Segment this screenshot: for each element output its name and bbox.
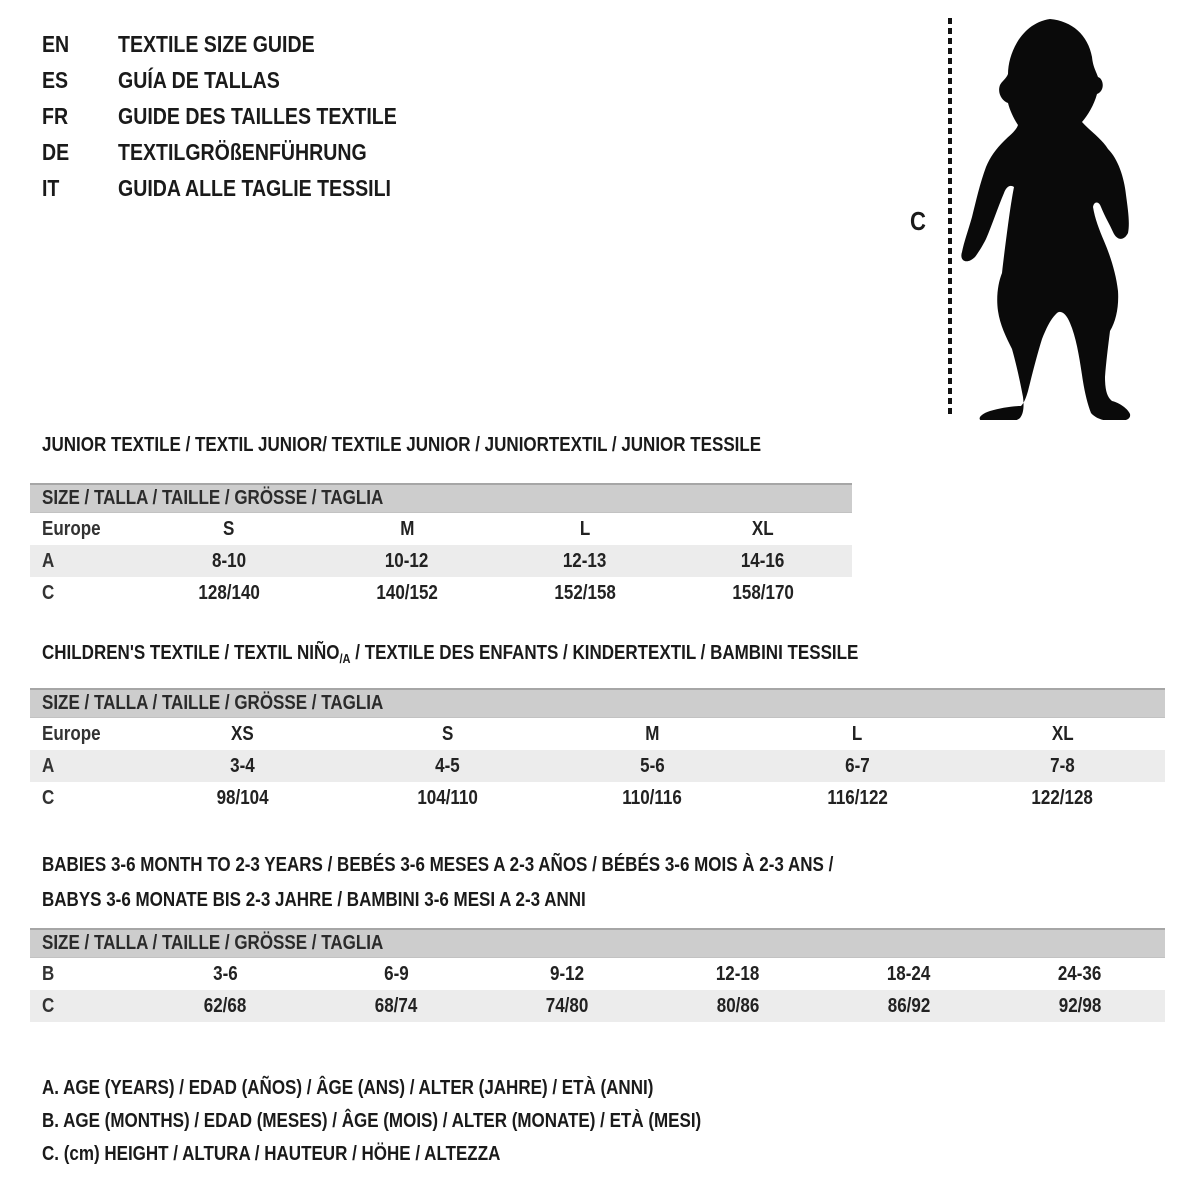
table-row <box>30 782 1165 814</box>
table-cell <box>496 577 674 609</box>
cell-text: 92/98 <box>1058 995 1101 1017</box>
table-row <box>30 990 1165 1022</box>
babies-title-line2-text: BABYS 3-6 MONATE BIS 2-3 JAHRE / BAMBINI 3-6 MESI A 2-3 ANNI <box>42 889 586 911</box>
row-label <box>30 545 140 577</box>
row-label-text: C <box>42 582 55 604</box>
table-cell <box>140 958 311 990</box>
table-cell <box>482 958 653 990</box>
table-cell <box>140 990 311 1022</box>
cell-text: 80/86 <box>716 995 760 1017</box>
cell-text: 98/104 <box>216 787 269 809</box>
table-cell <box>823 958 994 990</box>
table-cell <box>960 782 1165 814</box>
cell-text: 14-16 <box>741 550 785 572</box>
table-cell <box>755 782 960 814</box>
cell-text: 158/170 <box>732 582 794 604</box>
table-cell <box>140 782 345 814</box>
lang-title <box>118 98 446 134</box>
lang-title <box>118 62 308 98</box>
row-label-text: Europe <box>42 723 101 745</box>
row-label <box>30 958 140 990</box>
lang-title-text: GUIDA ALLE TAGLIE TESSILI <box>118 175 391 201</box>
cell-text: XS <box>231 723 254 745</box>
babies-title-line1 <box>42 848 973 883</box>
lang-code <box>42 62 118 98</box>
junior-size-table <box>30 483 852 609</box>
table-row <box>30 513 852 545</box>
table-cell <box>960 718 1165 750</box>
children-size-header-text: SIZE / TALLA / TAILLE / GRÖSSE / TAGLIA <box>42 692 384 714</box>
row-label-text: A <box>42 755 55 777</box>
cell-text: 9-12 <box>550 963 585 985</box>
lang-code <box>42 170 118 206</box>
cell-text: 122/128 <box>1031 787 1094 809</box>
lang-title-text: GUÍA DE TALLAS <box>118 67 280 93</box>
cell-text: 8-10 <box>211 550 247 572</box>
table-cell <box>674 545 852 577</box>
babies-title-line1-text: BABIES 3-6 MONTH TO 2-3 YEARS / BEBÉS 3-6 MESES A 2-3 AÑOS / BÉBÉS 3-6 MOIS À 2-3 ANS / <box>42 854 834 876</box>
table-cell <box>550 718 755 750</box>
babies-size-header-text: SIZE / TALLA / TAILLE / GRÖSSE / TAGLIA <box>42 932 384 954</box>
height-figure <box>900 0 1160 430</box>
children-size-header-bar <box>30 688 1165 718</box>
cell-text: 116/122 <box>827 787 888 809</box>
cell-text: 128/140 <box>198 582 260 604</box>
table-row <box>30 545 852 577</box>
junior-section-title-text: JUNIOR TEXTILE / TEXTIL JUNIOR/ TEXTILE JUNIOR / JUNIORTEXTIL / JUNIOR TESSILE <box>42 434 762 456</box>
cell-text: 12-13 <box>563 550 607 572</box>
cell-text: S <box>223 518 235 540</box>
lang-code-text: DE <box>42 139 70 165</box>
cell-text: 3-6 <box>213 963 238 985</box>
row-label <box>30 718 140 750</box>
lang-title <box>118 170 439 206</box>
cell-text: 7-8 <box>1050 755 1075 777</box>
lang-title-text: GUIDE DES TAILLES TEXTILE <box>118 103 397 129</box>
legend-line-c-text: C. (cm) HEIGHT / ALTURA / HAUTEUR / HÖHE / ALTEZZA <box>42 1143 501 1165</box>
table-cell <box>311 958 482 990</box>
lang-code-text: ES <box>42 67 69 93</box>
cell-text: XL <box>752 518 774 540</box>
legend-line-a <box>42 1072 818 1105</box>
table-row <box>30 750 1165 782</box>
table-row <box>30 577 852 609</box>
table-cell <box>311 990 482 1022</box>
cell-text: 86/92 <box>887 995 930 1017</box>
legend-line-c <box>42 1138 818 1171</box>
cell-text: 110/116 <box>622 787 683 809</box>
babies-section-title <box>42 848 973 918</box>
cell-text: 68/74 <box>374 995 418 1017</box>
lang-row-de <box>42 134 446 170</box>
lang-title-text: TEXTILE SIZE GUIDE <box>118 31 315 57</box>
lang-code-text: EN <box>42 31 70 57</box>
table-cell <box>140 718 345 750</box>
table-cell <box>652 990 823 1022</box>
row-label <box>30 990 140 1022</box>
lang-row-fr <box>42 98 446 134</box>
cell-text: 6-7 <box>845 755 870 777</box>
cell-text: 62/68 <box>204 995 247 1017</box>
cell-text: 104/110 <box>417 787 478 809</box>
lang-code <box>42 134 118 170</box>
table-cell <box>140 513 318 545</box>
lang-row-en <box>42 26 446 62</box>
table-cell <box>140 750 345 782</box>
table-cell <box>755 718 960 750</box>
table-cell <box>496 513 674 545</box>
table-cell <box>318 577 496 609</box>
table-cell <box>140 577 318 609</box>
lang-title <box>118 26 349 62</box>
table-cell <box>318 545 496 577</box>
baby-silhouette-icon <box>960 15 1140 420</box>
legend-line-a-text: A. AGE (YEARS) / EDAD (AÑOS) / ÂGE (ANS) / ALTER (JAHRE) / ETÀ (ANNI) <box>42 1077 654 1099</box>
row-label-text: C <box>42 995 55 1017</box>
junior-size-header-text: SIZE / TALLA / TAILLE / GRÖSSE / TAGLIA <box>42 487 384 509</box>
lang-code <box>42 26 118 62</box>
lang-title <box>118 134 411 170</box>
row-label-text: A <box>42 550 55 572</box>
row-label <box>30 782 140 814</box>
height-measure-dashed-line <box>948 18 952 418</box>
language-title-list <box>42 26 446 206</box>
cell-text: S <box>441 723 454 745</box>
lang-code <box>42 98 118 134</box>
cell-text: 140/152 <box>376 582 438 604</box>
children-section-title <box>42 642 1002 666</box>
cell-text: 12-18 <box>716 963 760 985</box>
table-row <box>30 958 1165 990</box>
lang-title-text: TEXTILGRÖßENFÜHRUNG <box>118 139 367 165</box>
table-cell <box>345 750 550 782</box>
children-title-subscript: /A <box>339 651 351 666</box>
table-cell <box>140 545 318 577</box>
children-size-table <box>30 688 1165 814</box>
height-measure-label <box>910 206 929 237</box>
table-cell <box>345 782 550 814</box>
cell-text: L <box>579 518 591 540</box>
junior-section-title <box>42 434 888 457</box>
table-cell <box>550 750 755 782</box>
table-cell <box>482 990 653 1022</box>
cell-text: 5-6 <box>640 755 665 777</box>
cell-text: 24-36 <box>1057 963 1102 985</box>
lang-row-es <box>42 62 446 98</box>
cell-text: 18-24 <box>886 963 931 985</box>
cell-text: M <box>399 518 415 540</box>
height-measure-label-text: C <box>910 206 926 236</box>
children-title-part1: CHILDREN'S TEXTILE / TEXTIL NIÑO <box>42 642 340 664</box>
table-cell <box>674 577 852 609</box>
cell-text: XL <box>1051 723 1074 745</box>
babies-size-header-bar <box>30 928 1165 958</box>
lang-code-text: IT <box>42 175 60 201</box>
row-label-text: B <box>42 963 55 985</box>
cell-text: L <box>852 723 863 745</box>
row-label <box>30 577 140 609</box>
babies-size-table <box>30 928 1165 1022</box>
cell-text: M <box>645 723 660 745</box>
row-label-text: C <box>42 787 55 809</box>
table-cell <box>994 958 1165 990</box>
babies-title-line2 <box>42 883 973 918</box>
table-cell <box>318 513 496 545</box>
cell-text: 10-12 <box>385 550 429 572</box>
cell-text: 152/158 <box>554 582 616 604</box>
table-cell <box>674 513 852 545</box>
row-label-text: Europe <box>42 518 101 540</box>
table-row <box>30 718 1165 750</box>
cell-text: 74/80 <box>545 995 589 1017</box>
children-section-title-text <box>42 642 858 666</box>
cell-text: 3-4 <box>230 755 255 777</box>
children-title-part2: / TEXTILE DES ENFANTS / KINDERTEXTIL / BAMBINI TESSILE <box>350 642 859 664</box>
legend-line-b-text: B. AGE (MONTHS) / EDAD (MESES) / ÂGE (MOIS) / ALTER (MONATE) / ETÀ (MESI) <box>42 1110 702 1132</box>
measurement-legend <box>42 1072 818 1171</box>
lang-row-it <box>42 170 446 206</box>
table-cell <box>994 990 1165 1022</box>
lang-code-text: FR <box>42 103 69 129</box>
cell-text: 6-9 <box>383 963 409 985</box>
table-cell <box>550 782 755 814</box>
table-cell <box>652 958 823 990</box>
row-label <box>30 513 140 545</box>
table-cell <box>755 750 960 782</box>
table-cell <box>345 718 550 750</box>
table-cell <box>823 990 994 1022</box>
junior-size-header-bar <box>30 483 852 513</box>
cell-text: 4-5 <box>435 755 460 777</box>
legend-line-b <box>42 1105 818 1138</box>
table-cell <box>496 545 674 577</box>
table-cell <box>960 750 1165 782</box>
row-label <box>30 750 140 782</box>
